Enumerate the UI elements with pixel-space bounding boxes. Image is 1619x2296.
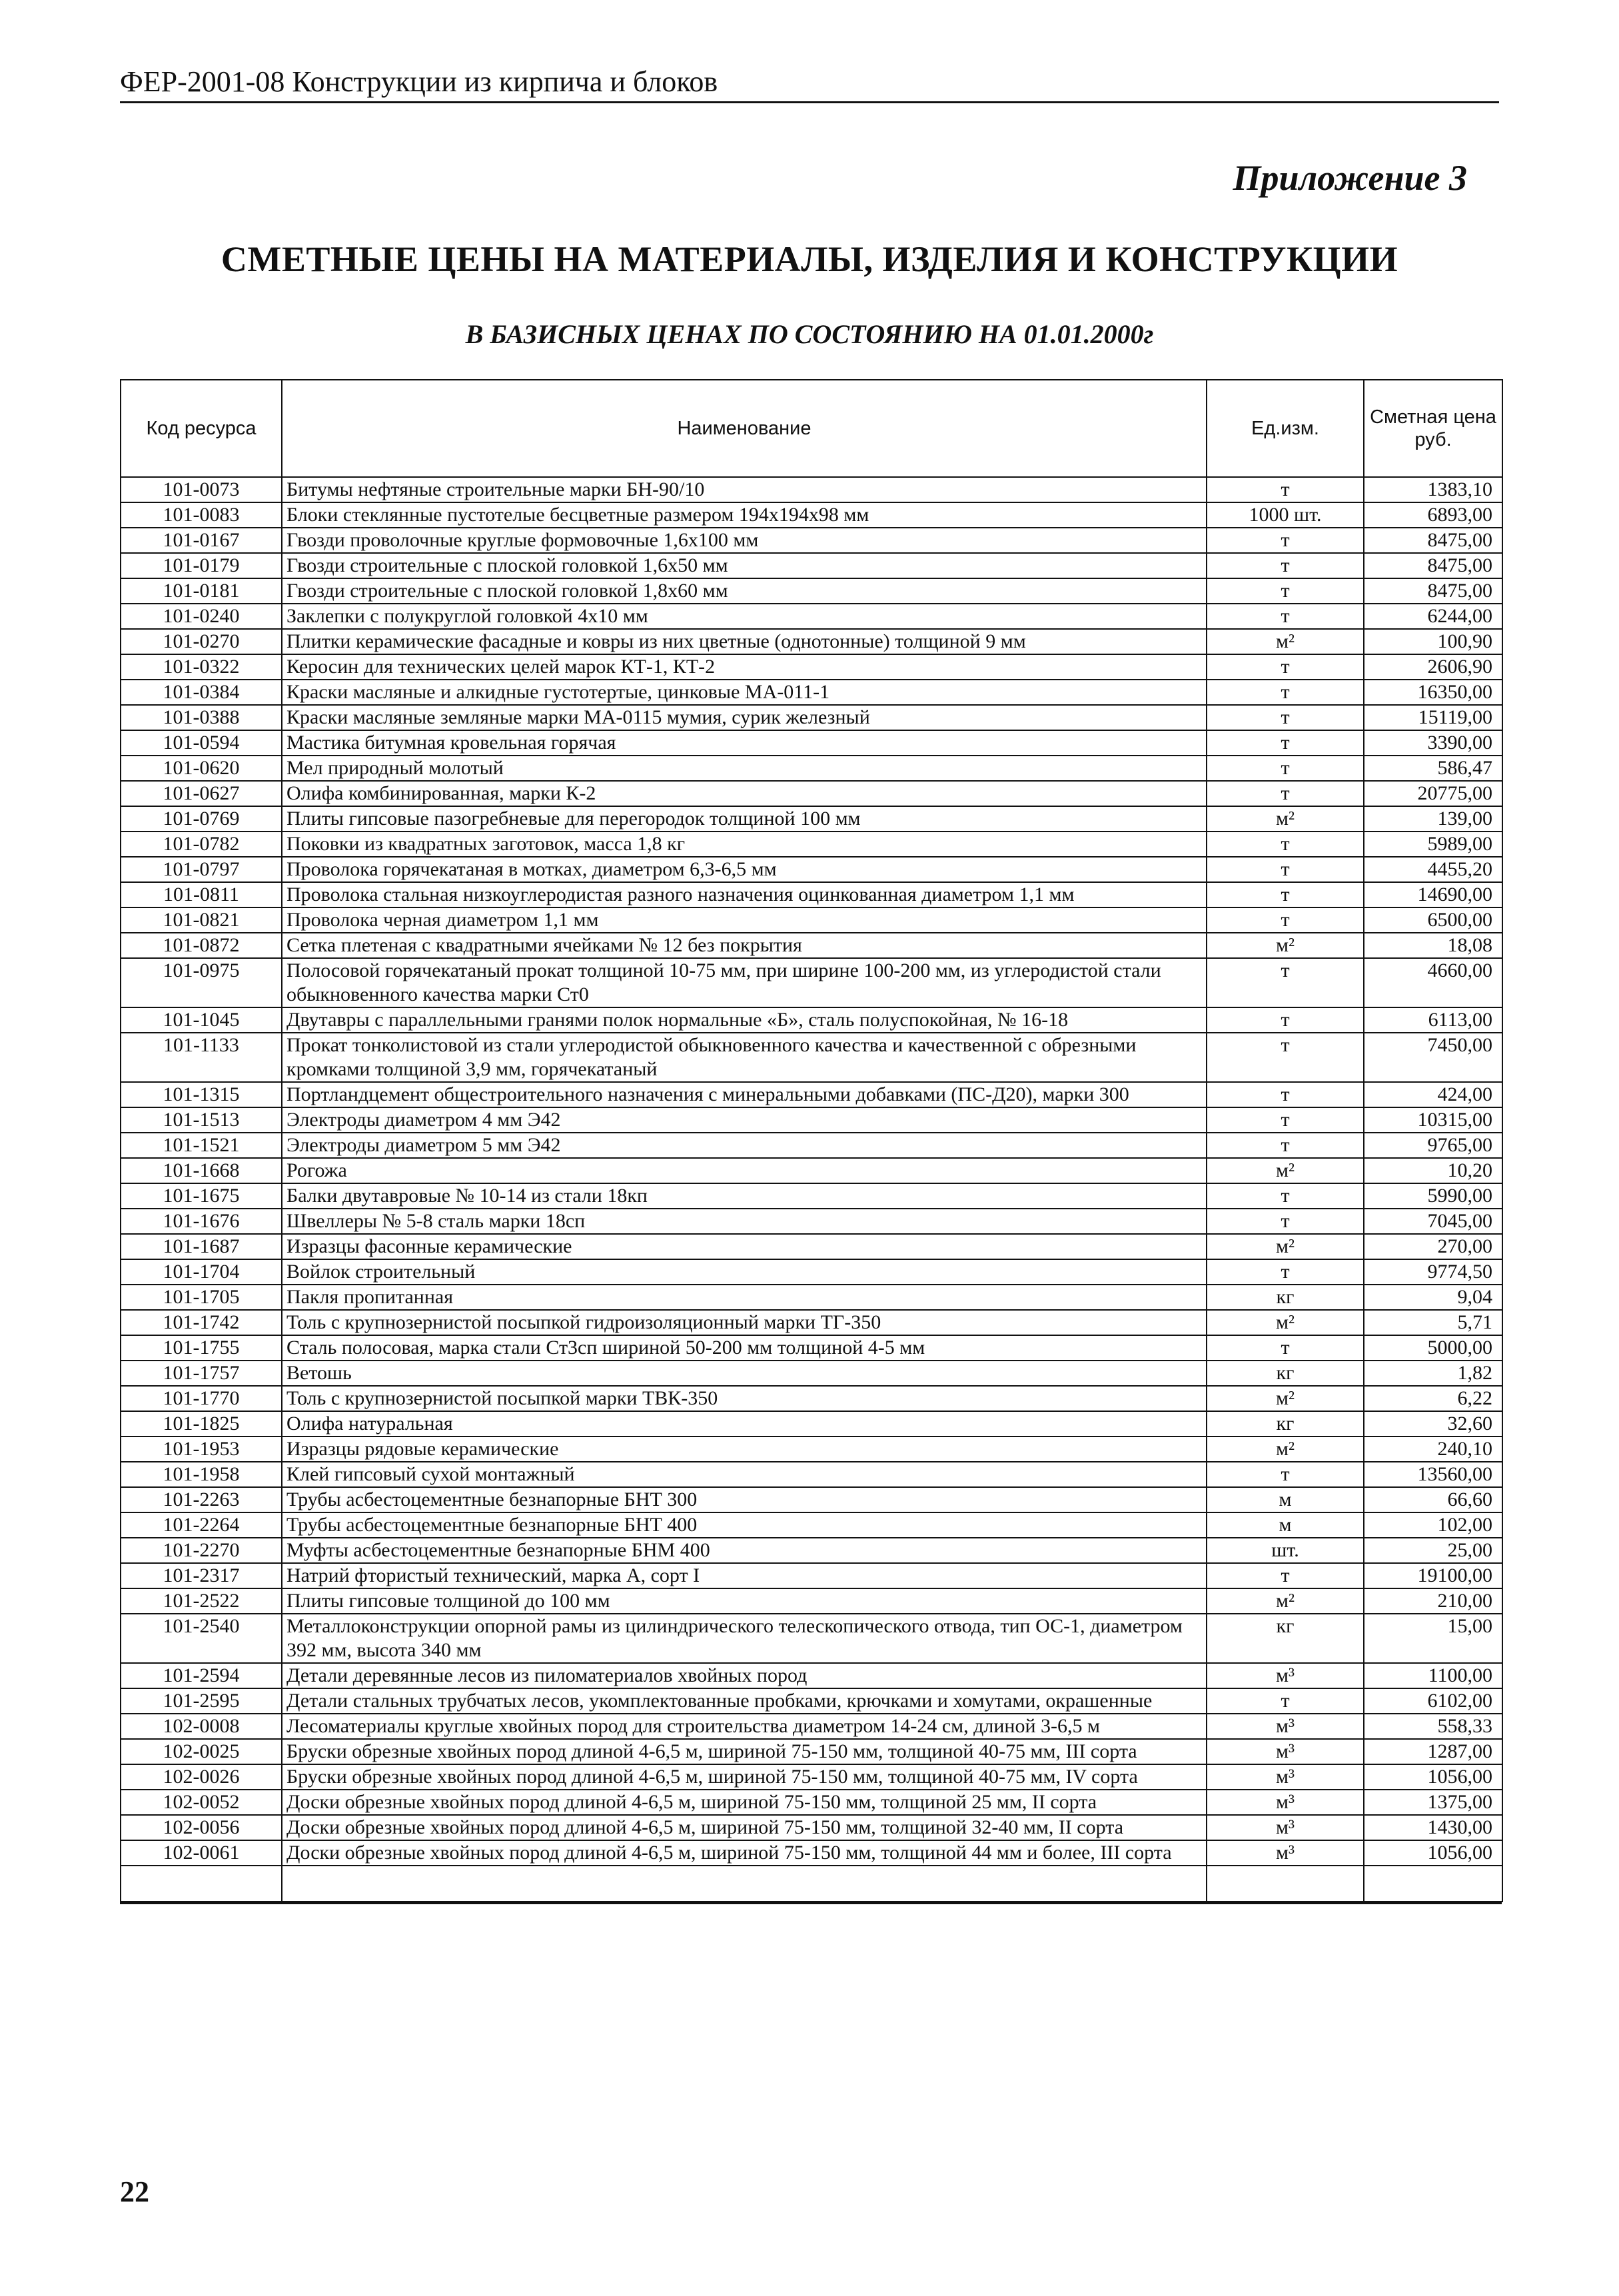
table-row (121, 553, 1502, 578)
cell-price: 240,10 (1364, 1436, 1502, 1462)
cell-name: Полосовой горячекатаный прокат толщиной 10-75 мм, при ширине 100-200 мм, из углеродистой стали обыкновенного качества марки Ст0 (282, 958, 1207, 1007)
cell-unit: т (1207, 654, 1364, 680)
table-row (121, 705, 1502, 730)
cell-code: 101-0872 (121, 933, 282, 958)
cell-unit: т (1207, 781, 1364, 806)
table-row (121, 1107, 1502, 1133)
table-row (121, 1790, 1502, 1815)
cell-name: Ветошь (282, 1361, 1207, 1386)
cell-code: 101-0620 (121, 756, 282, 781)
cell-name: Заклепки с полукруглой головкой 4х10 мм (282, 604, 1207, 629)
table-row (121, 1714, 1502, 1739)
column-header-unit: Ед.изм. (1207, 380, 1364, 477)
cell-unit: т (1207, 1462, 1364, 1487)
cell-unit: м (1207, 1487, 1364, 1512)
cell-unit: м² (1207, 1588, 1364, 1614)
cell-price: 1100,00 (1364, 1663, 1502, 1688)
cell-name: Изразцы рядовые керамические (282, 1436, 1207, 1462)
cell-price: 19100,00 (1364, 1563, 1502, 1588)
cell-name: Проволока стальная низкоуглеродистая разного назначения оцинкованная диаметром 1,1 мм (282, 882, 1207, 907)
cell-price: 13560,00 (1364, 1462, 1502, 1487)
cell-code: 101-1755 (121, 1335, 282, 1361)
table-row (121, 578, 1502, 604)
table-row (121, 756, 1502, 781)
cell-name: Натрий фтористый технический, марка А, сорт I (282, 1563, 1207, 1588)
table-row (121, 1538, 1502, 1563)
cell-code: 102-0052 (121, 1790, 282, 1815)
page-number: 22 (120, 2175, 149, 2208)
cell-price: 16350,00 (1364, 680, 1502, 705)
cell-code: 101-0167 (121, 528, 282, 553)
table-row (121, 680, 1502, 705)
cell-code: 101-1315 (121, 1082, 282, 1107)
cell-price: 66,60 (1364, 1487, 1502, 1512)
cell-price: 6244,00 (1364, 604, 1502, 629)
cell-unit: м³ (1207, 1739, 1364, 1764)
table-row (121, 1512, 1502, 1538)
cell-code: 101-0179 (121, 553, 282, 578)
cell-unit: т (1207, 857, 1364, 882)
cell-price: 14690,00 (1364, 882, 1502, 907)
cell-price: 6893,00 (1364, 502, 1502, 528)
cell-price: 7450,00 (1364, 1033, 1502, 1082)
cell-unit: т (1207, 604, 1364, 629)
table-row (121, 933, 1502, 958)
table-row (121, 1259, 1502, 1285)
cell-code: 101-1687 (121, 1234, 282, 1259)
cell-code: 101-2270 (121, 1538, 282, 1563)
cell-price: 5000,00 (1364, 1335, 1502, 1361)
cell-code: 101-1521 (121, 1133, 282, 1158)
table-row (121, 882, 1502, 907)
cell-price: 1,82 (1364, 1361, 1502, 1386)
cell-price: 20775,00 (1364, 781, 1502, 806)
cell-unit: м² (1207, 1386, 1364, 1411)
cell-code: 101-1958 (121, 1462, 282, 1487)
cell-unit: т (1207, 1183, 1364, 1209)
empty-cell (121, 1866, 282, 1902)
table-filler-row (121, 1866, 1502, 1902)
cell-code: 101-0797 (121, 857, 282, 882)
cell-price: 270,00 (1364, 1234, 1502, 1259)
cell-unit: т (1207, 1082, 1364, 1107)
table-row (121, 1588, 1502, 1614)
cell-name: Трубы асбестоцементные безнапорные БНТ 300 (282, 1487, 1207, 1512)
cell-code: 102-0056 (121, 1815, 282, 1840)
cell-unit: м² (1207, 806, 1364, 832)
cell-price: 210,00 (1364, 1588, 1502, 1614)
cell-code: 101-0270 (121, 629, 282, 654)
cell-price: 32,60 (1364, 1411, 1502, 1436)
cell-name: Гвозди строительные с плоской головкой 1,8х60 мм (282, 578, 1207, 604)
cell-unit: кг (1207, 1614, 1364, 1663)
cell-price: 7045,00 (1364, 1209, 1502, 1234)
cell-unit: т (1207, 578, 1364, 604)
cell-code: 101-2264 (121, 1512, 282, 1538)
cell-unit: т (1207, 832, 1364, 857)
cell-price: 9774,50 (1364, 1259, 1502, 1285)
table-row (121, 1158, 1502, 1183)
cell-unit: т (1207, 958, 1364, 1007)
cell-name: Мастика битумная кровельная горячая (282, 730, 1207, 756)
table-row (121, 654, 1502, 680)
cell-name: Изразцы фасонные керамические (282, 1234, 1207, 1259)
table-row (121, 1335, 1502, 1361)
table-row (121, 857, 1502, 882)
table-row (121, 1209, 1502, 1234)
cell-unit: м² (1207, 1436, 1364, 1462)
cell-unit: м² (1207, 1310, 1364, 1335)
cell-price: 5,71 (1364, 1310, 1502, 1335)
cell-price: 6500,00 (1364, 907, 1502, 933)
cell-name: Плиты гипсовые пазогребневые для перегородок толщиной 100 мм (282, 806, 1207, 832)
table-row (121, 604, 1502, 629)
appendix-label: Приложение 3 (1233, 158, 1467, 198)
table-row (121, 958, 1502, 1007)
table-row (121, 1487, 1502, 1512)
cell-name: Войлок строительный (282, 1259, 1207, 1285)
cell-name: Лесоматериалы круглые хвойных пород для строительства диаметром 14-24 см, длиной 3-6,5 м (282, 1714, 1207, 1739)
table-body (121, 477, 1502, 1902)
cell-unit: т (1207, 1033, 1364, 1082)
cell-name: Детали деревянные лесов из пиломатериалов хвойных пород (282, 1663, 1207, 1688)
cell-unit: т (1207, 1259, 1364, 1285)
cell-name: Трубы асбестоцементные безнапорные БНТ 400 (282, 1512, 1207, 1538)
cell-unit: т (1207, 1133, 1364, 1158)
cell-code: 101-0594 (121, 730, 282, 756)
cell-code: 102-0008 (121, 1714, 282, 1739)
cell-price: 10,20 (1364, 1158, 1502, 1183)
cell-unit: т (1207, 1688, 1364, 1714)
cell-unit: м² (1207, 1158, 1364, 1183)
cell-name: Краски масляные и алкидные густотертые, цинковые МА-011-1 (282, 680, 1207, 705)
cell-unit: м³ (1207, 1790, 1364, 1815)
cell-code: 101-1675 (121, 1183, 282, 1209)
cell-name: Проволока черная диаметром 1,1 мм (282, 907, 1207, 933)
table-row (121, 1234, 1502, 1259)
cell-price: 1375,00 (1364, 1790, 1502, 1815)
cell-code: 101-0083 (121, 502, 282, 528)
cell-unit: т (1207, 477, 1364, 502)
cell-name: Гвозди строительные с плоской головкой 1,6х50 мм (282, 553, 1207, 578)
cell-code: 101-0821 (121, 907, 282, 933)
cell-name: Толь с крупнозернистой посыпкой гидроизоляционный марки ТГ-350 (282, 1310, 1207, 1335)
cell-code: 101-0769 (121, 806, 282, 832)
column-header-name: Наименование (282, 380, 1207, 477)
cell-unit: м³ (1207, 1764, 1364, 1790)
cell-code: 101-1704 (121, 1259, 282, 1285)
price-table-container (120, 379, 1502, 1904)
cell-name: Блоки стеклянные пустотелые бесцветные размером 194х194х98 мм (282, 502, 1207, 528)
cell-name: Электроды диаметром 5 мм Э42 (282, 1133, 1207, 1158)
cell-price: 15119,00 (1364, 705, 1502, 730)
cell-price: 4455,20 (1364, 857, 1502, 882)
table-row (121, 1739, 1502, 1764)
cell-name: Бруски обрезные хвойных пород длиной 4-6,5 м, шириной 75-150 мм, толщиной 40-75 мм, III сорта (282, 1739, 1207, 1764)
cell-code: 101-2317 (121, 1563, 282, 1588)
table-row (121, 477, 1502, 502)
cell-price: 1383,10 (1364, 477, 1502, 502)
cell-code: 102-0026 (121, 1764, 282, 1790)
cell-unit: т (1207, 1209, 1364, 1234)
table-row (121, 1436, 1502, 1462)
table-row (121, 528, 1502, 553)
cell-price: 424,00 (1364, 1082, 1502, 1107)
cell-code: 101-0975 (121, 958, 282, 1007)
cell-unit: т (1207, 882, 1364, 907)
cell-code: 101-0322 (121, 654, 282, 680)
cell-name: Керосин для технических целей марок КТ-1, КТ-2 (282, 654, 1207, 680)
cell-price: 5989,00 (1364, 832, 1502, 857)
cell-name: Краски масляные земляные марки МА-0115 мумия, сурик железный (282, 705, 1207, 730)
table-row (121, 1285, 1502, 1310)
cell-name: Двутавры с параллельными гранями полок нормальные «Б», сталь полуспокойная, № 16-18 (282, 1007, 1207, 1033)
cell-price: 1056,00 (1364, 1764, 1502, 1790)
table-row (121, 907, 1502, 933)
cell-name: Плитки керамические фасадные и ковры из них цветные (однотонные) толщиной 9 мм (282, 629, 1207, 654)
cell-code: 101-1742 (121, 1310, 282, 1335)
cell-code: 101-1668 (121, 1158, 282, 1183)
cell-name: Муфты асбестоцементные безнапорные БНМ 400 (282, 1538, 1207, 1563)
cell-name: Пакля пропитанная (282, 1285, 1207, 1310)
table-row (121, 1840, 1502, 1866)
cell-name: Доски обрезные хвойных пород длиной 4-6,5 м, шириной 75-150 мм, толщиной 25 мм, II сорта (282, 1790, 1207, 1815)
cell-code: 101-1953 (121, 1436, 282, 1462)
table-row (121, 730, 1502, 756)
table-row (121, 1815, 1502, 1840)
table-row (121, 629, 1502, 654)
cell-price: 1430,00 (1364, 1815, 1502, 1840)
table-row (121, 1688, 1502, 1714)
cell-unit: м³ (1207, 1663, 1364, 1688)
cell-price: 102,00 (1364, 1512, 1502, 1538)
cell-unit: шт. (1207, 1538, 1364, 1563)
cell-name: Плиты гипсовые толщиной до 100 мм (282, 1588, 1207, 1614)
cell-code: 101-2522 (121, 1588, 282, 1614)
cell-code: 101-2595 (121, 1688, 282, 1714)
table-row (121, 1663, 1502, 1688)
cell-name: Прокат тонколистовой из стали углеродистой обыкновенного качества и качественной с обрезными кромками толщиной 3,9 мм, горячекатаный (282, 1033, 1207, 1082)
cell-price: 10315,00 (1364, 1107, 1502, 1133)
cell-code: 101-0073 (121, 477, 282, 502)
table-row (121, 1310, 1502, 1335)
cell-unit: кг (1207, 1361, 1364, 1386)
cell-price: 1056,00 (1364, 1840, 1502, 1866)
page-subtitle: В БАЗИСНЫХ ЦЕНАХ ПО СОСТОЯНИЮ НА 01.01.2000г (465, 319, 1154, 349)
table-header-row (121, 380, 1502, 477)
cell-unit: м² (1207, 933, 1364, 958)
cell-price: 9765,00 (1364, 1133, 1502, 1158)
cell-name: Олифа натуральная (282, 1411, 1207, 1436)
cell-price: 25,00 (1364, 1538, 1502, 1563)
table-row (121, 1007, 1502, 1033)
empty-cell (1364, 1866, 1502, 1902)
table-row (121, 832, 1502, 857)
cell-price: 1287,00 (1364, 1739, 1502, 1764)
cell-name: Доски обрезные хвойных пород длиной 4-6,5 м, шириной 75-150 мм, толщиной 44 мм и более, III сорта (282, 1840, 1207, 1866)
cell-name: Гвозди проволочные круглые формовочные 1,6х100 мм (282, 528, 1207, 553)
cell-name: Толь с крупнозернистой посыпкой марки ТВК-350 (282, 1386, 1207, 1411)
cell-code: 101-1045 (121, 1007, 282, 1033)
cell-code: 101-2540 (121, 1614, 282, 1663)
cell-unit: т (1207, 680, 1364, 705)
cell-price: 6113,00 (1364, 1007, 1502, 1033)
cell-unit: кг (1207, 1285, 1364, 1310)
cell-name: Портландцемент общестроительного назначения с минеральными добавками (ПС-Д20), марки 300 (282, 1082, 1207, 1107)
empty-cell (282, 1866, 1207, 1902)
page-title: СМЕТНЫЕ ЦЕНЫ НА МАТЕРИАЛЫ, ИЗДЕЛИЯ И КОНСТРУКЦИИ (221, 239, 1398, 279)
cell-unit: т (1207, 1335, 1364, 1361)
table-row (121, 1614, 1502, 1663)
cell-price: 2606,90 (1364, 654, 1502, 680)
column-header-code: Код ресурса (121, 380, 282, 477)
cell-unit: м² (1207, 629, 1364, 654)
cell-name: Битумы нефтяные строительные марки БН-90/10 (282, 477, 1207, 502)
cell-name: Бруски обрезные хвойных пород длиной 4-6,5 м, шириной 75-150 мм, толщиной 40-75 мм, IV сорта (282, 1764, 1207, 1790)
cell-unit: м³ (1207, 1815, 1364, 1840)
cell-unit: т (1207, 528, 1364, 553)
running-title: ФЕР-2001-08 Конструкции из кирпича и блоков (120, 64, 1499, 103)
empty-cell (1207, 1866, 1364, 1902)
cell-unit: т (1207, 1563, 1364, 1588)
cell-unit: т (1207, 553, 1364, 578)
table-row (121, 1033, 1502, 1082)
cell-name: Доски обрезные хвойных пород длиной 4-6,5 м, шириной 75-150 мм, толщиной 32-40 мм, II сорта (282, 1815, 1207, 1840)
cell-name: Проволока горячекатаная в мотках, диаметром 6,3-6,5 мм (282, 857, 1207, 882)
table-row (121, 1411, 1502, 1436)
cell-price: 18,08 (1364, 933, 1502, 958)
cell-unit: 1000 шт. (1207, 502, 1364, 528)
cell-price: 15,00 (1364, 1614, 1502, 1663)
cell-name: Металлоконструкции опорной рамы из цилиндрического телескопического отвода, тип ОС-1, диаметром 392 мм, высота 340 мм (282, 1614, 1207, 1663)
table-row (121, 1563, 1502, 1588)
table-row (121, 781, 1502, 806)
table-row (121, 502, 1502, 528)
cell-code: 101-1825 (121, 1411, 282, 1436)
table-row (121, 1133, 1502, 1158)
cell-unit: т (1207, 730, 1364, 756)
cell-code: 101-1770 (121, 1386, 282, 1411)
cell-code: 101-1705 (121, 1285, 282, 1310)
cell-name: Клей гипсовый сухой монтажный (282, 1462, 1207, 1487)
cell-name: Олифа комбинированная, марки К-2 (282, 781, 1207, 806)
cell-name: Рогожа (282, 1158, 1207, 1183)
cell-unit: т (1207, 1007, 1364, 1033)
cell-unit: т (1207, 1107, 1364, 1133)
cell-price: 4660,00 (1364, 958, 1502, 1007)
table-row (121, 1462, 1502, 1487)
cell-name: Сетка плетеная с квадратными ячейками № 12 без покрытия (282, 933, 1207, 958)
cell-name: Электроды диаметром 4 мм Э42 (282, 1107, 1207, 1133)
cell-unit: т (1207, 705, 1364, 730)
cell-code: 101-0388 (121, 705, 282, 730)
cell-unit: м³ (1207, 1840, 1364, 1866)
table-row (121, 1386, 1502, 1411)
cell-price: 6102,00 (1364, 1688, 1502, 1714)
cell-code: 101-1513 (121, 1107, 282, 1133)
cell-price: 8475,00 (1364, 578, 1502, 604)
cell-name: Мел природный молотый (282, 756, 1207, 781)
table-row (121, 1183, 1502, 1209)
cell-price: 6,22 (1364, 1386, 1502, 1411)
column-header-price: Сметная цена руб. (1364, 380, 1502, 477)
cell-code: 101-2263 (121, 1487, 282, 1512)
cell-unit: т (1207, 907, 1364, 933)
cell-code: 102-0025 (121, 1739, 282, 1764)
cell-code: 101-0782 (121, 832, 282, 857)
cell-price: 9,04 (1364, 1285, 1502, 1310)
cell-price: 558,33 (1364, 1714, 1502, 1739)
cell-name: Сталь полосовая, марка стали Ст3сп шириной 50-200 мм толщиной 4-5 мм (282, 1335, 1207, 1361)
cell-price: 5990,00 (1364, 1183, 1502, 1209)
cell-code: 101-1757 (121, 1361, 282, 1386)
table-row (121, 1361, 1502, 1386)
table-row (121, 806, 1502, 832)
cell-price: 139,00 (1364, 806, 1502, 832)
cell-unit: т (1207, 756, 1364, 781)
cell-code: 101-0181 (121, 578, 282, 604)
cell-price: 100,90 (1364, 629, 1502, 654)
cell-code: 101-1133 (121, 1033, 282, 1082)
cell-code: 101-0627 (121, 781, 282, 806)
cell-price: 586,47 (1364, 756, 1502, 781)
cell-name: Балки двутавровые № 10-14 из стали 18кп (282, 1183, 1207, 1209)
table-row (121, 1082, 1502, 1107)
cell-code: 101-2594 (121, 1663, 282, 1688)
cell-unit: м² (1207, 1234, 1364, 1259)
cell-unit: м³ (1207, 1714, 1364, 1739)
cell-price: 8475,00 (1364, 553, 1502, 578)
cell-name: Швеллеры № 5-8 сталь марки 18сп (282, 1209, 1207, 1234)
cell-name: Поковки из квадратных заготовок, масса 1,8 кг (282, 832, 1207, 857)
cell-price: 8475,00 (1364, 528, 1502, 553)
cell-code: 101-0240 (121, 604, 282, 629)
cell-unit: кг (1207, 1411, 1364, 1436)
price-table (120, 379, 1503, 1902)
cell-code: 101-0384 (121, 680, 282, 705)
cell-code: 101-1676 (121, 1209, 282, 1234)
table-row (121, 1764, 1502, 1790)
cell-code: 102-0061 (121, 1840, 282, 1866)
cell-code: 101-0811 (121, 882, 282, 907)
cell-price: 3390,00 (1364, 730, 1502, 756)
cell-unit: м (1207, 1512, 1364, 1538)
cell-name: Детали стальных трубчатых лесов, укомплектованные пробками, крючками и хомутами, окрашенные (282, 1688, 1207, 1714)
